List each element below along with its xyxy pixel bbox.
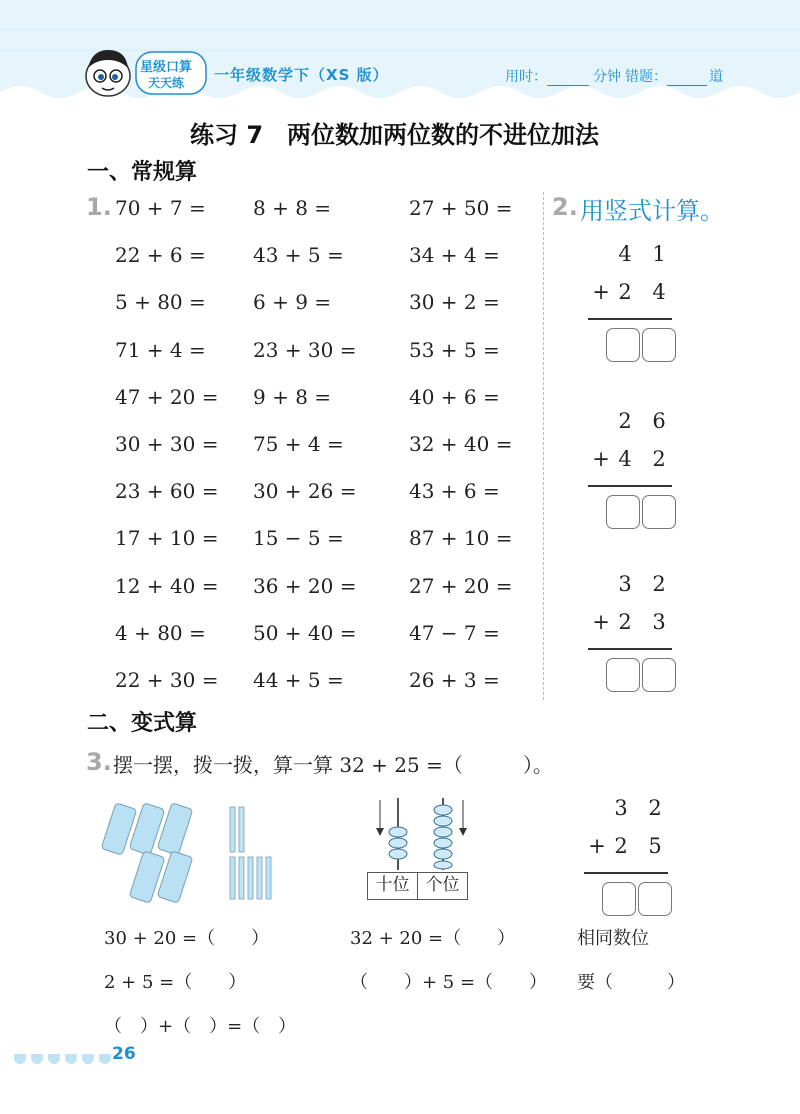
vertical-calc-digit: 3	[652, 610, 666, 634]
arithmetic-problem: 47 − 7 =	[409, 620, 500, 645]
section-2-title: 二、变式算	[87, 711, 198, 736]
vertical-calc-digit: 4	[652, 280, 666, 304]
arithmetic-problem: 36 + 20 =	[253, 573, 357, 598]
q3-vertical-digit: 2	[648, 796, 662, 820]
arithmetic-problem: 4 + 80 =	[115, 620, 206, 645]
arithmetic-problem: 53 + 5 =	[409, 337, 500, 362]
arithmetic-problem: 34 + 4 =	[409, 243, 500, 268]
arithmetic-problem: 22 + 30 =	[115, 668, 219, 692]
q3-vertical-digit: 3	[614, 796, 628, 820]
vertical-calc-answer-box[interactable]	[642, 658, 676, 692]
vertical-calc-operator: +	[592, 610, 610, 634]
vertical-calc-digit: 2	[652, 572, 666, 596]
abacus-icon	[360, 792, 480, 872]
page-title: 练习 7 两位数加两位数的不进位加法	[190, 121, 600, 149]
bundle-icon	[101, 803, 193, 903]
q3-vertical-answer-box[interactable]	[602, 882, 636, 916]
q3-vertical-operator: +	[588, 834, 606, 858]
arithmetic-problem: 22 + 6 =	[115, 243, 206, 268]
vertical-calc-answer-box[interactable]	[606, 328, 640, 362]
arithmetic-problem: 5 + 80 =	[115, 290, 206, 315]
arithmetic-problem: 27 + 50 =	[409, 196, 513, 220]
q3-conclusion: 相同数位	[577, 928, 649, 949]
book-title: 一年级数学下（XS 版）	[214, 66, 389, 84]
arithmetic-problem: 30 + 2 =	[409, 290, 500, 315]
vertical-calc-answer-box[interactable]	[642, 328, 676, 362]
arithmetic-problem: 43 + 6 =	[409, 479, 500, 504]
q3-sub-question[interactable]: 32 + 20 =（ ）	[350, 928, 516, 949]
vertical-calc-digit: 2	[652, 447, 666, 471]
vertical-calc-digit: 2	[618, 610, 632, 634]
q3-vertical-digit: 2	[614, 834, 628, 858]
vertical-calc-operator: +	[592, 280, 610, 304]
arithmetic-problem: 71 + 4 =	[115, 337, 206, 362]
error-blank[interactable]	[667, 72, 707, 86]
vertical-calc-digit: 2	[618, 280, 632, 304]
vertical-calc-result-line	[588, 485, 672, 487]
arithmetic-problem: 15 − 5 =	[253, 526, 344, 551]
logo-text-bottom: 天天练	[148, 76, 185, 90]
vertical-calc-answer-box[interactable]	[606, 658, 640, 692]
vertical-calc-digit: 4	[618, 447, 632, 471]
page-number: 26	[112, 1044, 136, 1064]
error-unit: 道	[709, 69, 723, 85]
arithmetic-problem: 26 + 3 =	[409, 668, 500, 692]
arithmetic-problem: 30 + 30 =	[115, 432, 219, 456]
vertical-calc-answer-box[interactable]	[606, 495, 640, 529]
stick-bundles-illustration	[100, 795, 280, 905]
arithmetic-problem: 32 + 40 =	[409, 432, 513, 456]
vertical-calc-digit: 2	[618, 409, 632, 433]
q3-number: 3.	[86, 748, 112, 776]
q3-vertical-answer-box[interactable]	[638, 882, 672, 916]
q2-label: 用竖式计算。	[580, 197, 724, 225]
q3-vertical-result-line	[584, 872, 668, 874]
error-field	[625, 66, 723, 86]
vertical-calc-digit: 3	[618, 572, 632, 596]
arithmetic-problem: 70 + 7 =	[115, 196, 206, 220]
section-1-title: 一、常规算	[87, 160, 198, 185]
q3-prompt: 摆一摆，拨一拨，算一算 32 + 25 =（ ）。	[113, 753, 553, 777]
q3-sub-question[interactable]: 2 + 5 =（ ）	[104, 972, 247, 993]
arithmetic-problem: 8 + 8 =	[253, 196, 332, 220]
vertical-calc-digit: 1	[652, 242, 666, 266]
vertical-calc-digit: 4	[618, 242, 632, 266]
arithmetic-problem: 44 + 5 =	[253, 668, 344, 692]
vertical-calc-answer-box[interactable]	[642, 495, 676, 529]
single-sticks-icon	[230, 807, 271, 899]
vertical-calc-result-line	[588, 318, 672, 320]
arithmetic-problem: 9 + 8 =	[253, 384, 332, 409]
q3-conclusion[interactable]: 要（ ）	[577, 972, 685, 993]
arithmetic-problem: 87 + 10 =	[409, 526, 513, 551]
arithmetic-problem: 43 + 5 =	[253, 243, 344, 268]
arithmetic-problem: 23 + 30 =	[253, 337, 357, 362]
vertical-calc-digit: 6	[652, 409, 666, 433]
q3-sub-question[interactable]: （ ）+ 5 =（ ）	[350, 972, 548, 993]
vertical-calc-operator: +	[592, 447, 610, 471]
error-label: 错题：	[625, 69, 667, 85]
q2-number: 2.	[552, 193, 578, 221]
arithmetic-problem: 23 + 60 =	[115, 479, 219, 504]
arithmetic-problem: 75 + 4 =	[253, 432, 344, 456]
tens-place-label: 十位	[368, 873, 418, 899]
time-field	[505, 66, 621, 86]
time-blank[interactable]	[547, 72, 589, 86]
q3-sub-question[interactable]: 30 + 20 =（ ）	[104, 928, 270, 949]
time-label: 用时：	[505, 69, 547, 85]
arithmetic-problem: 17 + 10 =	[115, 526, 219, 551]
time-unit: 分钟	[593, 69, 621, 85]
arithmetic-problem: 6 + 9 =	[253, 290, 332, 315]
logo	[78, 38, 208, 108]
logo-text-top: 星级口算	[140, 60, 193, 75]
arithmetic-problem: 47 + 20 =	[115, 384, 219, 409]
q3-vertical-digit: 5	[648, 834, 662, 858]
arithmetic-problem: 50 + 40 =	[253, 620, 357, 645]
footer-decoration	[14, 1049, 116, 1068]
arithmetic-problem: 40 + 6 =	[409, 384, 500, 409]
abacus-place-labels	[367, 872, 468, 900]
arithmetic-problem: 30 + 26 =	[253, 479, 357, 504]
vertical-calc-result-line	[588, 648, 672, 650]
ones-place-label: 个位	[425, 875, 460, 895]
q1-number: 1.	[86, 193, 112, 221]
arithmetic-problem: 12 + 40 =	[115, 573, 219, 598]
column-divider	[543, 192, 544, 700]
q3-sub-question[interactable]: （ ）+（ ）=（ ）	[104, 1016, 297, 1037]
arithmetic-problem: 27 + 20 =	[409, 573, 513, 598]
